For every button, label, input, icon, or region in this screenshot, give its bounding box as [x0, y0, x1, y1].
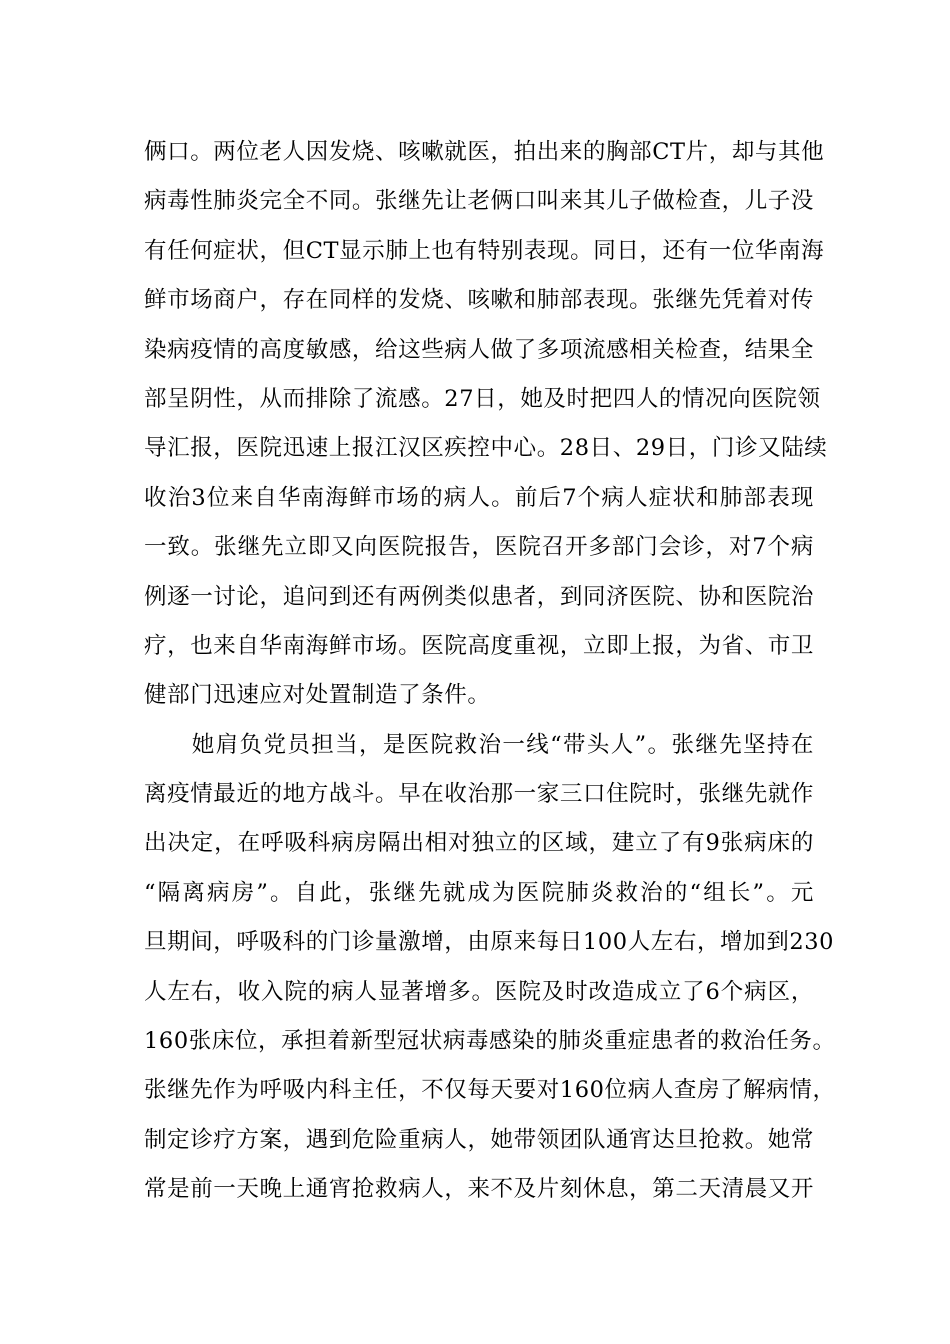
- text-line: 一致。张继先立即又向医院报告，医院召开多部门会诊，对7个病: [144, 534, 814, 561]
- text-line: 她肩负党员担当，是医院救治一线“带头人”。张继先坚持在: [144, 731, 814, 758]
- text-line: 有任何症状，但CT显示肺上也有特别表现。同日，还有一位华南海: [144, 237, 825, 264]
- text-line: 例逐一讨论，追问到还有两例类似患者，到同济医院、协和医院治: [144, 583, 814, 610]
- text-line: 俩口。两位老人因发烧、咳嗽就医，拍出来的胸部CT片，却与其他: [144, 139, 825, 165]
- text-line: 常是前一天晚上通宵抢救病人，来不及片刻休息，第二天清晨又开: [144, 1176, 814, 1203]
- body-text: [144, 128, 836, 1215]
- text-line: 收治3位来自华南海鲜市场的病人。前后7个病人症状和肺部表现: [144, 484, 814, 511]
- text-line: 部呈阴性，从而排除了流感。27日，她及时把四人的情况向医院领: [144, 385, 821, 412]
- text-line: 离疫情最近的地方战斗。早在收治那一家三口住院时，张继先就作: [144, 781, 814, 808]
- text-line: 鲜市场商户，存在同样的发烧、咳嗽和肺部表现。张继先凭着对传: [144, 287, 814, 314]
- text-line: 染病疫情的高度敏感，给这些病人做了多项流感相关检查，结果全: [144, 336, 814, 363]
- text-line: “隔离病房”。自此，张继先就成为医院肺炎救治的“组长”。元: [144, 879, 814, 906]
- text-line: 导汇报，医院迅速上报江汉区疾控中心。28日、29日，门诊又陆续: [144, 435, 828, 462]
- text-line: 制定诊疗方案，遇到危险重病人，她带领团队通宵达旦抢救。她常: [144, 1126, 814, 1153]
- text-line: 病毒性肺炎完全不同。张继先让老俩口叫来其儿子做检查，儿子没: [144, 188, 814, 215]
- text-line: 健部门迅速应对处置制造了条件。: [144, 682, 491, 709]
- paragraph-1: [144, 128, 828, 721]
- paragraph-2: [144, 721, 836, 1215]
- text-line: 人左右，收入院的病人显著增多。医院及时改造成立了6个病区，: [144, 978, 814, 1005]
- text-line: 疗，也来自华南海鲜市场。医院高度重视，立即上报，为省、市卫: [144, 632, 814, 659]
- text-line: 160张床位，承担着新型冠状病毒感染的肺炎重症患者的救治任务。: [144, 1028, 836, 1055]
- text-line: 旦期间，呼吸科的门诊量激增，由原来每日100人左右，增加到230: [144, 929, 835, 956]
- text-line: 出决定，在呼吸科病房隔出相对独立的区域，建立了有9张病床的: [144, 830, 814, 857]
- text-line: 张继先作为呼吸内科主任，不仅每天要对160位病人查房了解病情，: [144, 1077, 836, 1104]
